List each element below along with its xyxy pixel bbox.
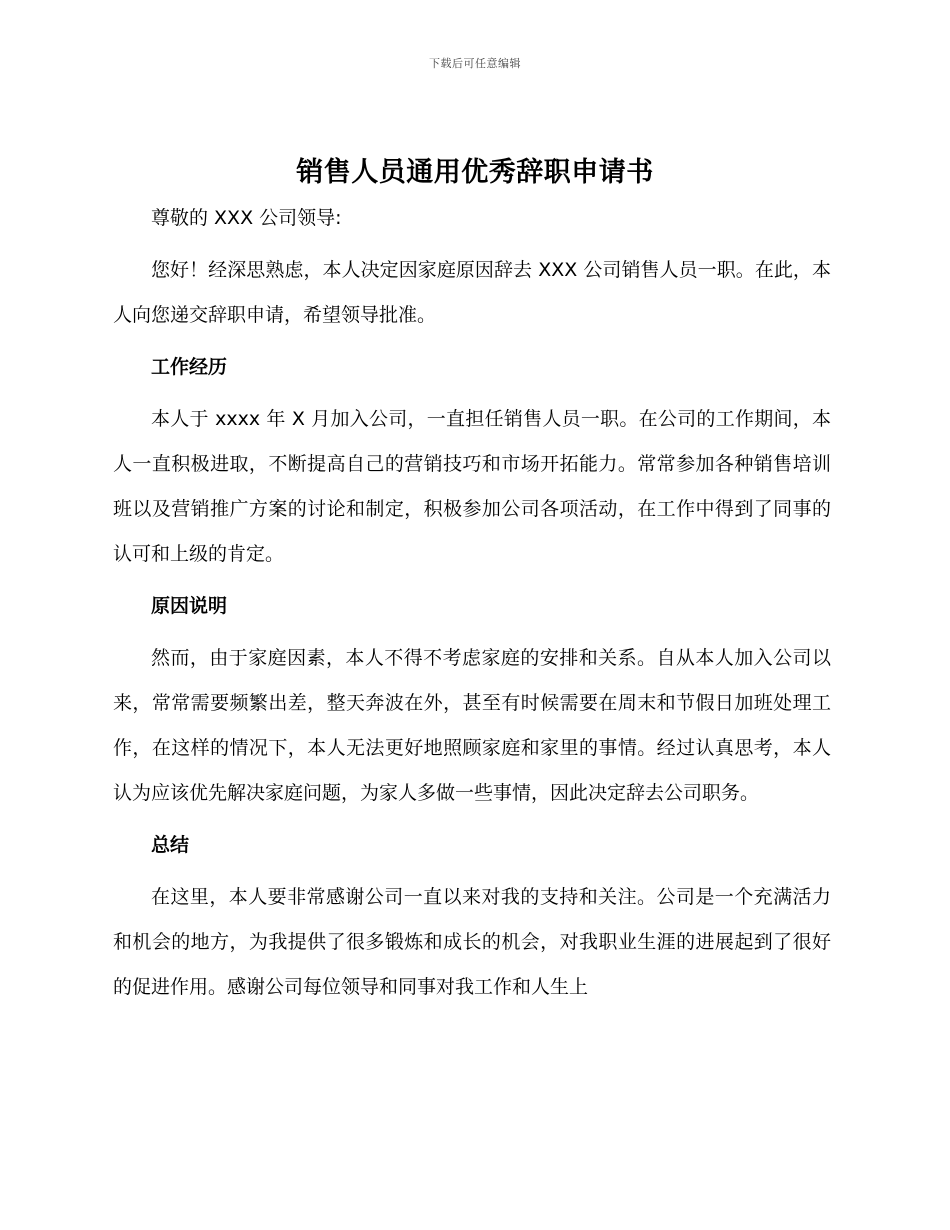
salutation: 尊敬的 XXX 公司领导: bbox=[151, 207, 342, 229]
header-note: 下载后可任意编辑 bbox=[429, 57, 521, 70]
section-paragraph-work-experience: 本人于 xxxx 年 X 月加入公司，一直担任销售人员一职。在公司的工作期间，本人一直积极进取，不断提高自己的营销技巧和市场开拓能力。常常参加各种销售培训班以及营销推广方案的讨论和制定，积极参加公司各项活动，在工作中得到了同事的认可和上级的肯定。 bbox=[113, 408, 831, 565]
section-paragraph-summary: 在这里，本人要非常感谢公司一直以来对我的支持和关注。公司是一个充满活力和机会的地方，为我提供了很多锻炼和成长的机会，对我职业生涯的进展起到了很好的促进作用。感谢公司每位领导和同事对我工作和人生上 bbox=[113, 886, 831, 998]
section-heading-reason: 原因说明 bbox=[151, 595, 228, 617]
section-paragraph-reason: 然而，由于家庭因素，本人不得不考虑家庭的安排和关系。自从本人加入公司以来，常常需要频繁出差，整天奔波在外，甚至有时候需要在周末和节假日加班处理工作，在这样的情况下，本人无法更好地照顾家庭和家里的事情。经过认真思考，本人认为应该优先解决家庭问题，为家人多做一些事情，因此决定辞去公司职务。 bbox=[113, 647, 831, 804]
intro-paragraph: 您好！经深思熟虑，本人决定因家庭原因辞去 XXX 公司销售人员一职。在此，本人向您递交辞职申请，希望领导批准。 bbox=[113, 259, 831, 326]
document-body bbox=[113, 196, 831, 1017]
section-heading-work-experience: 工作经历 bbox=[151, 356, 228, 378]
document-title: 销售人员通用优秀辞职申请书 bbox=[296, 157, 654, 188]
section-heading-summary: 总结 bbox=[151, 834, 190, 856]
